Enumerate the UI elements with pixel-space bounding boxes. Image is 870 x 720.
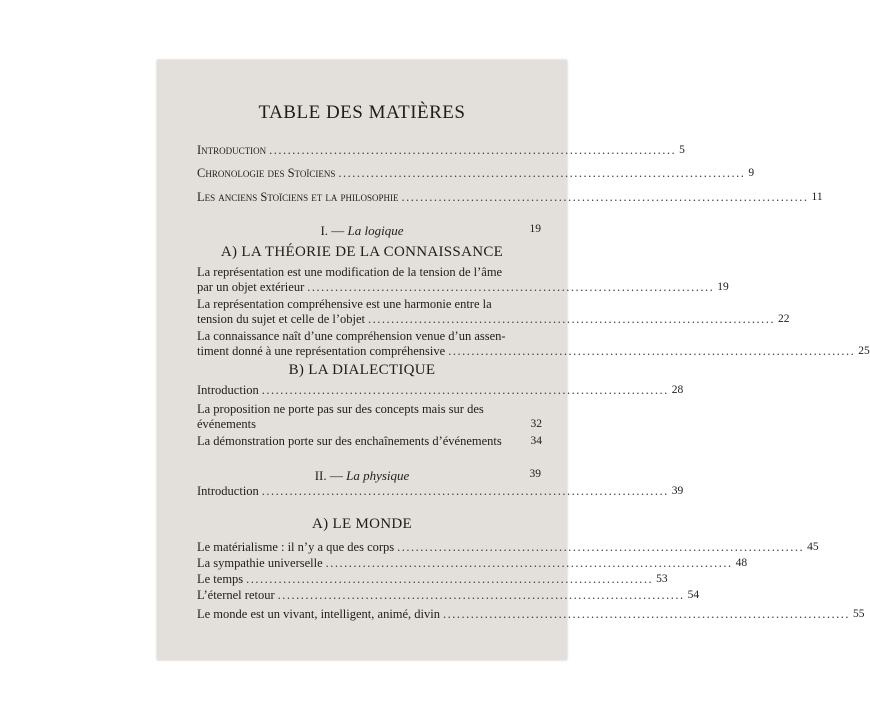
toc-entry-label-line1: La représentation compréhensive est une harmonie entre la: [197, 297, 492, 311]
toc-entry-introduction-physique: Introduction ........................................................................................ 39: [197, 484, 684, 498]
toc-entry-page: 22: [778, 313, 790, 325]
toc-entry-sympathie: La sympathie universelle ........................................................................................ 48: [197, 556, 748, 570]
toc-entry-label: Le matérialisme : il n’y a que des corps: [197, 540, 395, 554]
toc-entry-chronologie: Chronologie des Stoïciens ........................................................................................ 9: [197, 166, 755, 180]
toc-entry-multiline: La représentation est une modification de la tension de l’âme par un objet extérieur ........................................................................................ 19: [197, 265, 729, 294]
toc-entry-page: 5: [679, 144, 685, 156]
part-page: 19: [529, 223, 541, 235]
toc-entry-monde-vivant: Le monde est un vivant, intelligent, animé, divin ........................................................................................ 55: [197, 607, 865, 621]
toc-entry-label: Introduction: [197, 484, 259, 498]
toc-entry-label: Chronologie des Stoïciens: [197, 166, 336, 180]
page-title: TABLE DES MATIÈRES: [258, 102, 466, 123]
toc-entry-label: Le temps: [197, 572, 244, 586]
toc-entry-multiline: [197, 402, 542, 432]
toc-entry-label: Introduction: [197, 143, 267, 157]
section-heading-monde: A) LE MONDE: [312, 516, 412, 532]
toc-entry-page: 53: [656, 573, 668, 585]
part-number: I. —: [320, 223, 345, 238]
toc-entry-multiline: La connaissance naît d’une compréhension venue d’un assen- timent donné à une représentation compréhensive ........................................................................................ 25: [197, 329, 870, 358]
toc-entry-eternel-retour: L’éternel retour ........................................................................................ 54: [197, 588, 700, 602]
toc-entry-label: La démonstration porte sur des enchaînements d’événements: [197, 434, 502, 448]
book-page: [157, 60, 870, 660]
toc-entry-materialisme: Le matérialisme : il n’y a que des corps ........................................................................................ 45: [197, 540, 819, 554]
toc-entry-introduction: Introduction ........................................................................................ 5: [197, 143, 685, 157]
toc-entry-label-line2: par un objet extérieur: [197, 280, 305, 294]
toc-entry-label: L’éternel retour: [197, 588, 275, 602]
toc-entry-label: Le monde est un vivant, intelligent, animé, divin: [197, 607, 441, 621]
toc-entry-label-line1: La proposition ne porte pas sur des concepts mais sur des: [197, 402, 484, 416]
toc-entry-page: 28: [671, 384, 684, 396]
toc-entry-label-line1: La représentation est une modification de la tension de l’âme: [197, 265, 503, 279]
toc-entry-anciens-stoiciens: Les anciens Stoïciens et la philosophie ........................................................................................ 11: [197, 190, 823, 204]
toc-entry-label-line2: événements: [197, 417, 257, 431]
toc-entry-page: 9: [748, 167, 755, 179]
toc-entry-multiline: La représentation compréhensive est une harmonie entre la tension du sujet et celle de l’objet ........................................................................................ 22: [197, 297, 790, 326]
toc-entry-label: Introduction: [197, 383, 259, 397]
toc-entry-demonstration: [197, 434, 542, 449]
toc-entry-page: 25: [858, 345, 870, 357]
toc-entry-page: 11: [811, 191, 823, 203]
part-name: La physique: [346, 468, 410, 483]
toc-entry-page: 39: [671, 485, 684, 497]
toc-entry-label: Les anciens Stoïciens et la philosophie: [197, 190, 399, 204]
toc-entry-label-line1: La connaissance naît d’une compréhension venue d’un assen-: [197, 329, 506, 343]
toc-entry-page: 32: [530, 418, 542, 430]
part-number: II. —: [314, 468, 343, 483]
section-heading-theorie: A) LA THÉORIE DE LA CONNAISSANCE: [220, 244, 504, 260]
toc-entry-page: 55: [853, 608, 865, 620]
toc-entry-temps: Le temps ........................................................................................ 53: [197, 572, 668, 586]
section-heading-dialectique: B) LA DIALECTIQUE: [288, 362, 436, 378]
toc-entry-page: 45: [807, 541, 819, 553]
toc-entry-introduction-dialectique: Introduction ........................................................................................ 28: [197, 383, 684, 397]
part-page: 39: [529, 468, 541, 480]
part-name: La logique: [347, 223, 404, 238]
toc-entry-page: 34: [530, 435, 542, 447]
toc-entry-page: 54: [687, 589, 700, 601]
toc-entry-page: 19: [717, 281, 729, 293]
toc-entry-label: La sympathie universelle: [197, 556, 323, 570]
toc-entry-label-line2: timent donné à une représentation compréhensive: [197, 344, 446, 358]
toc-entry-page: 48: [735, 557, 748, 569]
toc-entry-label-line2: tension du sujet et celle de l’objet: [197, 312, 366, 326]
